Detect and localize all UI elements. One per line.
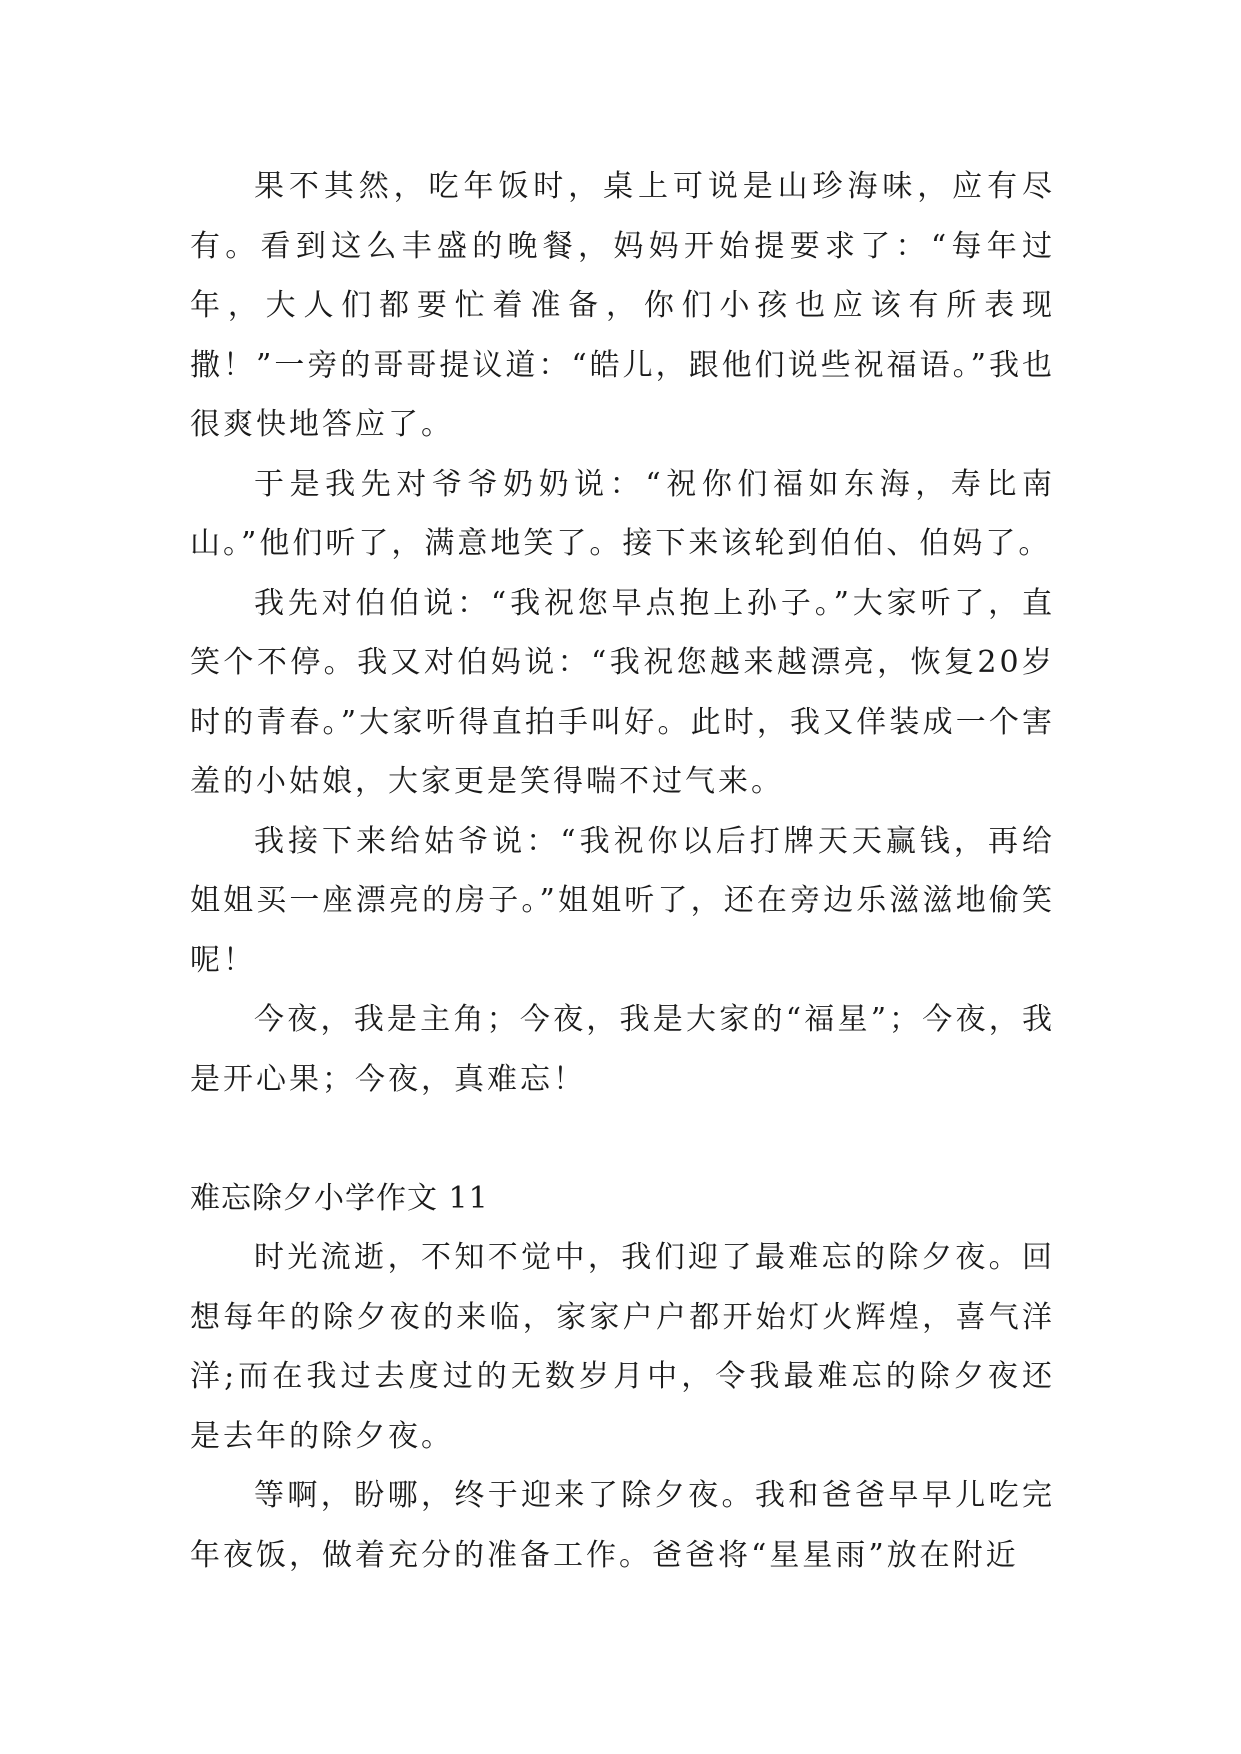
paragraph: 于是我先对爷爷奶奶说：“祝你们福如东海，寿比南山。”他们听了，满意地笑了。接下来该轮到伯伯、伯妈了。 (190, 466, 1055, 561)
document-body (190, 157, 1055, 1585)
paragraph: 等啊，盼哪，终于迎来了除夕夜。我和爸爸早早儿吃完年夜饭，做着充分的准备工作。爸爸将“星星雨”放在附近 (190, 1478, 1055, 1573)
section-gap (190, 1109, 1055, 1169)
paragraph: 我先对伯伯说：“我祝您早点抱上孙子。”大家听了，直笑个不停。我又对伯妈说：“我祝您越来越漂亮，恢复20岁时的青春。”大家听得直拍手叫好。此时，我又佯装成一个害羞的小姑娘，大家更是笑得喘不过气来。 (190, 585, 1055, 799)
paragraph: 今夜，我是主角；今夜，我是大家的“福星”；今夜，我是开心果；今夜，真难忘！ (190, 1002, 1055, 1097)
section-title: 难忘除夕小学作文 11 (190, 1180, 489, 1216)
paragraph: 时光流逝，不知不觉中，我们迎了最难忘的除夕夜。回想每年的除夕夜的来临，家家户户都开始灯火辉煌，喜气洋洋;而在我过去度过的无数岁月中，令我最难忘的除夕夜还是去年的除夕夜。 (190, 1240, 1055, 1454)
paragraph: 果不其然，吃年饭时，桌上可说是山珍海味，应有尽有。看到这么丰盛的晚餐，妈妈开始提要求了：“每年过年，大人们都要忙着准备，你们小孩也应该有所表现撒！”一旁的哥哥提议道：“皓儿，跟他们说些祝福语。”我也很爽快地答应了。 (190, 169, 1056, 442)
paragraph: 我接下来给姑爷说：“我祝你以后打牌天天赢钱，再给姐姐买一座漂亮的房子。”姐姐听了，还在旁边乐滋滋地偷笑呢！ (190, 823, 1055, 978)
